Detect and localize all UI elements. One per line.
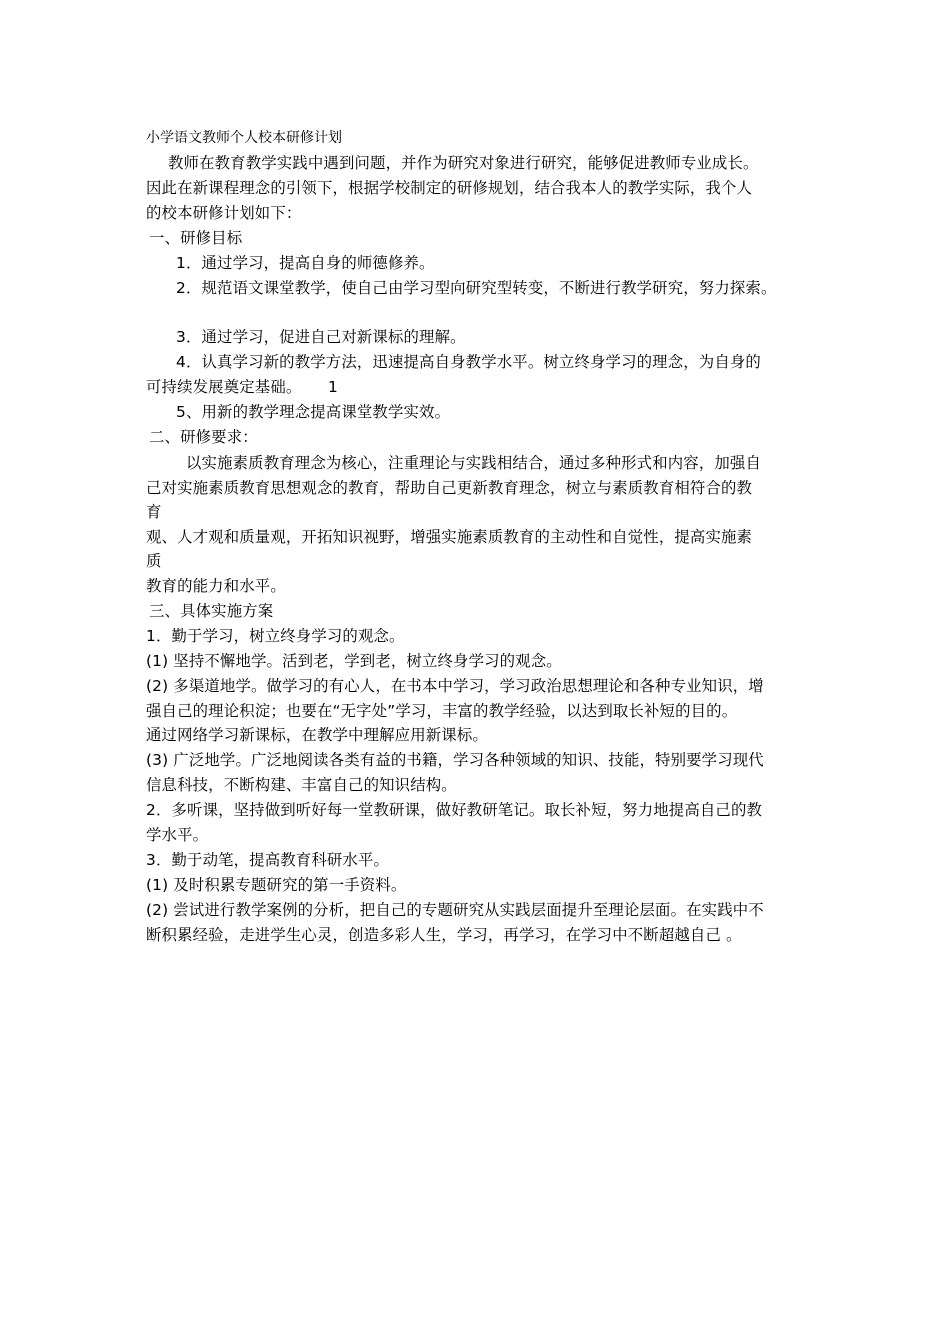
section2-line-3: 育 [146,503,162,521]
section2-line-1: 以实施素质教育理念为核心，注重理论与实践相结合，通过多种形式和内容，加强自 [186,454,762,472]
section3-line-12: (2) 尝试进行教学案例的分析，把自己的专题研究从实践层面提升至理论层面。在实践中不 [146,901,764,919]
section3-line-11: (1) 及时积累专题研究的第一手资料。 [146,876,407,894]
page-number: 1 [328,378,338,396]
section2-line-6: 教育的能力和水平。 [146,577,286,595]
section3-line-8: 2．多听课，坚持做到听好每一堂教研课，做好教研笔记。取长补短，努力地提高自己的教 [146,801,763,819]
intro-line-3: 的校本研修计划如下： [146,204,302,222]
section3-line-4: 强自己的理论积淀；也要在“无字处”学习，丰富的教学经验，以达到取长补短的目的。 [146,702,738,720]
section1-heading: 一、研修目标 [149,229,243,247]
intro-line-2: 因此在新课程理念的引领下，根据学校制定的研修规划，结合我本人的教学实际，我个人 [146,179,753,197]
section2-line-5: 质 [146,552,162,570]
section3-line-1: 1．勤于学习，树立终身学习的观念。 [146,627,405,645]
section1-item-4-cont: 可持续发展奠定基础。 [146,378,302,396]
section2-line-2: 己对实施素质教育思想观念的教育，帮助自己更新教育理念，树立与素质教育相符合的教 [146,479,753,497]
section3-heading: 三、具体实施方案 [149,602,274,620]
section2-heading: 二、研修要求： [149,428,258,446]
section3-line-10: 3．勤于动笔，提高教育科研水平。 [146,851,390,869]
section3-line-9: 学水平。 [146,826,209,844]
section1-item-5: 5、用新的教学理念提高课堂教学实效。 [176,403,451,421]
intro-line-1: 教师在教育教学实践中遇到问题，并作为研究对象进行研究，能够促进教师专业成长。 [168,154,759,172]
section3-line-3: (2) 多渠道地学。做学习的有心人，在书本中学习，学习政治思想理论和各种专业知识，增 [146,677,764,695]
section3-line-2: (1) 坚持不懈地学。活到老，学到老，树立终身学习的观念。 [146,652,562,670]
section1-item-3: 3．通过学习，促进自己对新课标的理解。 [176,328,466,346]
section3-line-7: 信息科技，不断构建、丰富自己的知识结构。 [146,776,457,794]
section3-line-6: (3) 广泛地学。广泛地阅读各类有益的书籍，学习各种领域的知识、技能，特别要学习现代 [146,751,764,769]
section1-item-4: 4．认真学习新的教学方法，迅速提高自身教学水平。树立终身学习的理念，为自身的 [176,353,761,371]
section1-item-1: 1．通过学习，提高自身的师德修养。 [176,254,435,272]
section3-line-5: 通过网络学习新课标，在教学中理解应用新课标。 [146,726,488,744]
section3-line-13: 断积累经验，走进学生心灵，创造多彩人生，学习，再学习，在学习中不断超越自己 。 [146,926,742,944]
section2-line-4: 观、人才观和质量观，开拓知识视野，增强实施素质教育的主动性和自觉性，提高实施素 [146,528,753,546]
document-title: 小学语文教师个人校本研修计划 [146,130,342,146]
section1-item-2: 2．规范语文课堂教学，使自己由学习型向研究型转变，不断进行教学研究，努力探索。 [176,279,777,297]
